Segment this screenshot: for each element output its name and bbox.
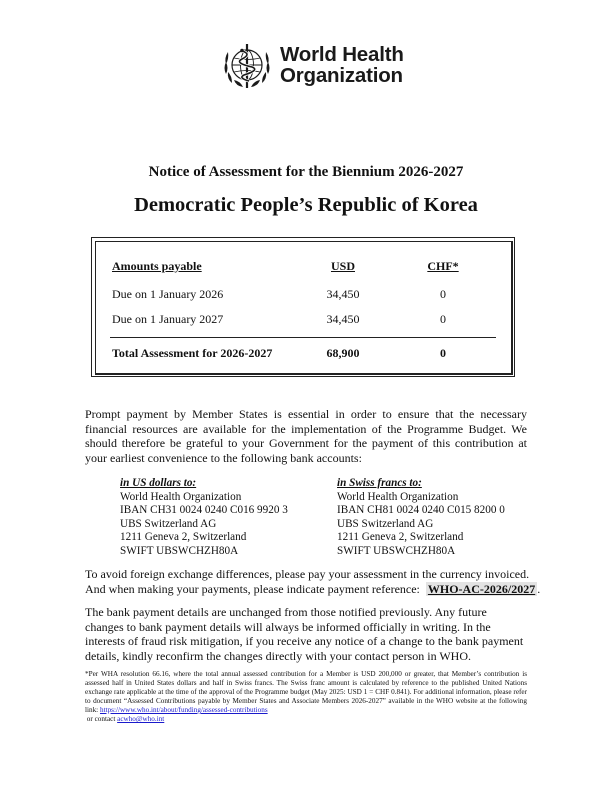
footnote-text: *Per WHA resolution 66.16, where the total annual assessed contribution for a Member is USD 200,000 or greater, that Member’s contribution is assessed half in United States dollars and half in Swiss francs. The Swiss franc amount is calculated by reference to the published United Nations exchange rate applicable at the time of the approval of the Programme budget (May 2025: USD 1 = CHF 0.841). For additional information, please refer to document “Assessed Contributions payable by Member States and Associate Members 2026-2027” available in the WHO website at the following link: [85,670,527,714]
payment-reference: WHO-AC-2026/2027 [427,581,536,596]
notice-title: Notice of Assessment for the Biennium 2026-2027 [148,164,464,180]
bank-details-paragraph: The bank payment details are unchanged from those notified previously. Any future changes to bank payment details will always be informed officially in writing. In the interests of fraud risk mitigation, if you receive any notice of a change to the bank payment details, kindly reconfirm the changes directly with your contact person in WHO. [85,605,524,663]
row-chf: 0 [440,312,446,326]
bank-line: 1211 Geneva 2, Switzerland [337,531,464,543]
row-label: Due on 1 January 2027 [112,312,224,326]
bank-iban: IBAN CH31 0024 0240 C016 9920 3 [120,504,288,516]
bank-account-usd [120,477,288,558]
reference-suffix: . [537,581,541,596]
bank-swift: SWIFT UBSWCHZH80A [337,544,456,557]
currency-paragraph [85,567,541,596]
total-label: Total Assessment for 2026-2027 [112,346,273,360]
amounts-header-usd: USD [330,259,355,273]
org-name-line2: Organization [280,64,403,87]
bank-line: UBS Switzerland AG [337,517,434,530]
total-usd: 68,900 [326,346,360,360]
bank-account-chf [337,477,505,558]
row-usd: 34,450 [326,312,360,326]
bank-heading: in US dollars to: [120,477,197,489]
payment-request-paragraph: Prompt payment by Member States is essential in order to ensure that the necessary financial resources are available for the implementation of the Programme Budget. We should therefore be grateful to your Government for the payment of this contribution at your earliest convenience to the following bank accounts: [85,407,527,465]
amounts-header-chf: CHF* [427,259,459,273]
who-logo [218,38,408,96]
bank-line: UBS Switzerland AG [120,517,217,530]
country-name: Democratic People’s Republic of Korea [134,194,478,216]
contact-email-link[interactable]: acwho@who.int [117,715,165,723]
assessed-contributions-link[interactable]: https://www.who.int/about/funding/assessed-contributions [99,706,268,714]
amounts-header-label: Amounts payable [112,259,202,273]
footnote [85,670,527,724]
row-label: Due on 1 January 2026 [112,287,224,301]
bank-line: World Health Organization [120,490,242,503]
who-emblem-icon [218,38,276,96]
org-name [280,44,404,86]
org-name-line1: World Health [280,43,404,66]
reference-prefix: And when making your payments, please indicate payment reference: [85,581,420,596]
contact-prefix: or contact [86,715,116,723]
row-usd: 34,450 [326,287,360,301]
bank-heading: in Swiss francs to: [337,477,422,489]
bank-line: 1211 Geneva 2, Switzerland [120,531,247,543]
bank-line: World Health Organization [337,490,459,503]
row-chf: 0 [440,287,446,301]
bank-iban: IBAN CH81 0024 0240 C015 8200 0 [337,504,505,516]
currency-line: To avoid foreign exchange differences, please pay your assessment in the currency invoiced. [85,567,530,581]
bank-swift: SWIFT UBSWCHZH80A [120,544,239,557]
reference-line [85,581,541,597]
total-chf: 0 [440,346,446,360]
total-divider [110,337,496,338]
